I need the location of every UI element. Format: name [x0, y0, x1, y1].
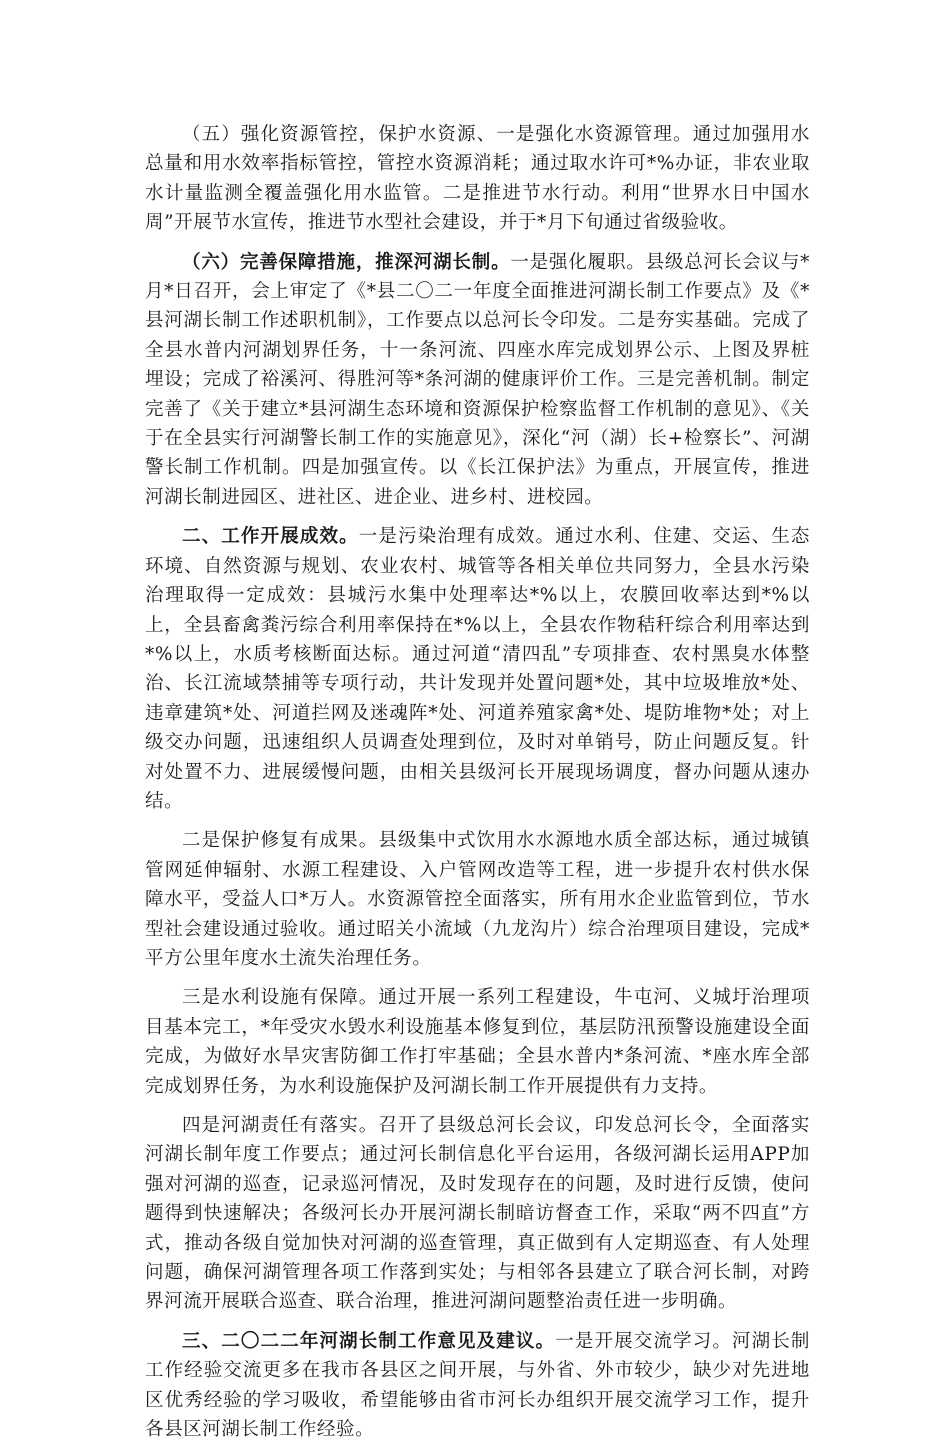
paragraph-lead: 三、二〇二二年河湖长制工作意见及建议。: [182, 1330, 556, 1352]
paragraph-text: 一是开展交流学习。河湖长制工作经验交流更多在我市各县区之间开展，与外省、外市较少，缺少对先进地区优秀经验的学习吸收，希望能够由省市河长办组织开展交流学习工作，提升各县区河湖长制工作经验。: [145, 1330, 810, 1441]
paragraph-text: 二是保护修复有成果。县级集中式饮用水水源地水质全部达标，通过城镇管网延伸辐射、水源工程建设、入户管网改造等工程，进一步提升农村供水保障水平，受益人口*万人。水资源管控全面落实，所有用水企业监管到位，节水型社会建设通过验收。通过昭关小流域（九龙沟片）综合治理项目建设，完成*平方公里年度水土流失治理任务。: [145, 830, 810, 969]
paragraph-responsibility: [145, 1111, 810, 1317]
paragraph-text: 四是河湖责任有落实。召开了县级总河长会议，印发总河长令，全面落实河湖长制年度工作要点；通过河长制信息化平台运用，各级河湖长运用APP加强对河湖的巡查，记录巡河情况，及时发现存在的问题，及时进行反馈，使问题得到快速解决；各级河长办开展河湖长制暗访督查工作，采取“两不四直”方式，推动各级自觉加快对河湖的巡查管理，真正做到有人定期巡查、有人处理问题，确保河湖管理各项工作落到实处；与相邻各县建立了联合河长制，对跨界河流开展联合巡查、联合治理，推进河湖问题整治责任进一步明确。: [145, 1115, 810, 1313]
paragraph-safeguard-measures: [145, 248, 810, 513]
paragraph-work-results: [145, 522, 810, 816]
paragraph-lead: （六）完善保障措施，推深河湖长制。: [182, 251, 511, 273]
paragraph-text: 一是污染治理有成效。通过水利、住建、交运、生态环境、自然资源与规划、农业农村、城管等各相关单位共同努力，全县水污染治理取得一定成效：县城污水集中处理率达*%以上，农膜回收率达到*%以上，全县畜禽粪污综合利用率保持在*%以上，全县农作物秸秆综合利用率达到*%以上，水质考核断面达标。通过河道“清四乱”专项排查、农村黑臭水体整治、长江流域禁捕等专项行动，共计发现并处置问题*处，其中垃圾堆放*处、违章建筑*处、河道拦网及迷魂阵*处、河道养殖家禽*处、堤防堆物*处；对上级交办问题，迅速组织人员调查处理到位，及时对单销号，防止问题反复。针对处置不力、进展缓慢问题，由相关县级河长开展现场调度，督办问题从速办结。: [145, 526, 810, 812]
document-body: [145, 120, 810, 1454]
paragraph-text: 一是强化履职。县级总河长会议与*月*日召开，会上审定了《*县二〇二一年度全面推进河湖长制工作要点》及《*县河湖长制工作述职机制》，工作要点以总河长令印发。二是夯实基础。完成了全县水普内河湖划界任务，十一条河流、四座水库完成划界公示、上图及界桩埋设；完成了裕溪河、得胜河等*条河湖的健康评价工作。三是完善机制。制定完善了《关于建立*县河湖生态环境和资源保护检察监督工作机制的意见》、《关于在全县实行河湖警长制工作的实施意见》，深化“河（湖）长+检察长”、河湖警长制工作机制。四是加强宣传。以《长江保护法》为重点，开展宣传，推进河湖长制进园区、进社区、进企业、进乡村、进校园。: [145, 251, 810, 508]
paragraph-text: （五）强化资源管控，保护水资源、一是强化水资源管理。通过加强用水总量和用水效率指标管控，管控水资源消耗；通过取水许可*%办证，非农业取水计量监测全覆盖强化用水监管。二是推进节水行动。利用“世界水日中国水周”开展节水宣传，推进节水型社会建设，并于*月下旬通过省级验收。: [145, 124, 810, 234]
paragraph-water-facilities: [145, 983, 810, 1101]
paragraph-suggestions: [145, 1327, 810, 1445]
paragraph-protection-restoration: [145, 826, 810, 973]
paragraph-text: 三是水利设施有保障。通过开展一系列工程建设，牛屯河、义城圩治理项目基本完工，*年受灾水毁水利设施基本修复到位，基层防汛预警设施建设全面完成，为做好水旱灾害防御工作打牢基础；全县水普内*条河流、*座水库全部完成划界任务，为水利设施保护及河湖长制工作开展提供有力支持。: [145, 987, 810, 1097]
paragraph-resource-control: [145, 120, 810, 238]
paragraph-lead: 二、工作开展成效。: [182, 526, 359, 548]
